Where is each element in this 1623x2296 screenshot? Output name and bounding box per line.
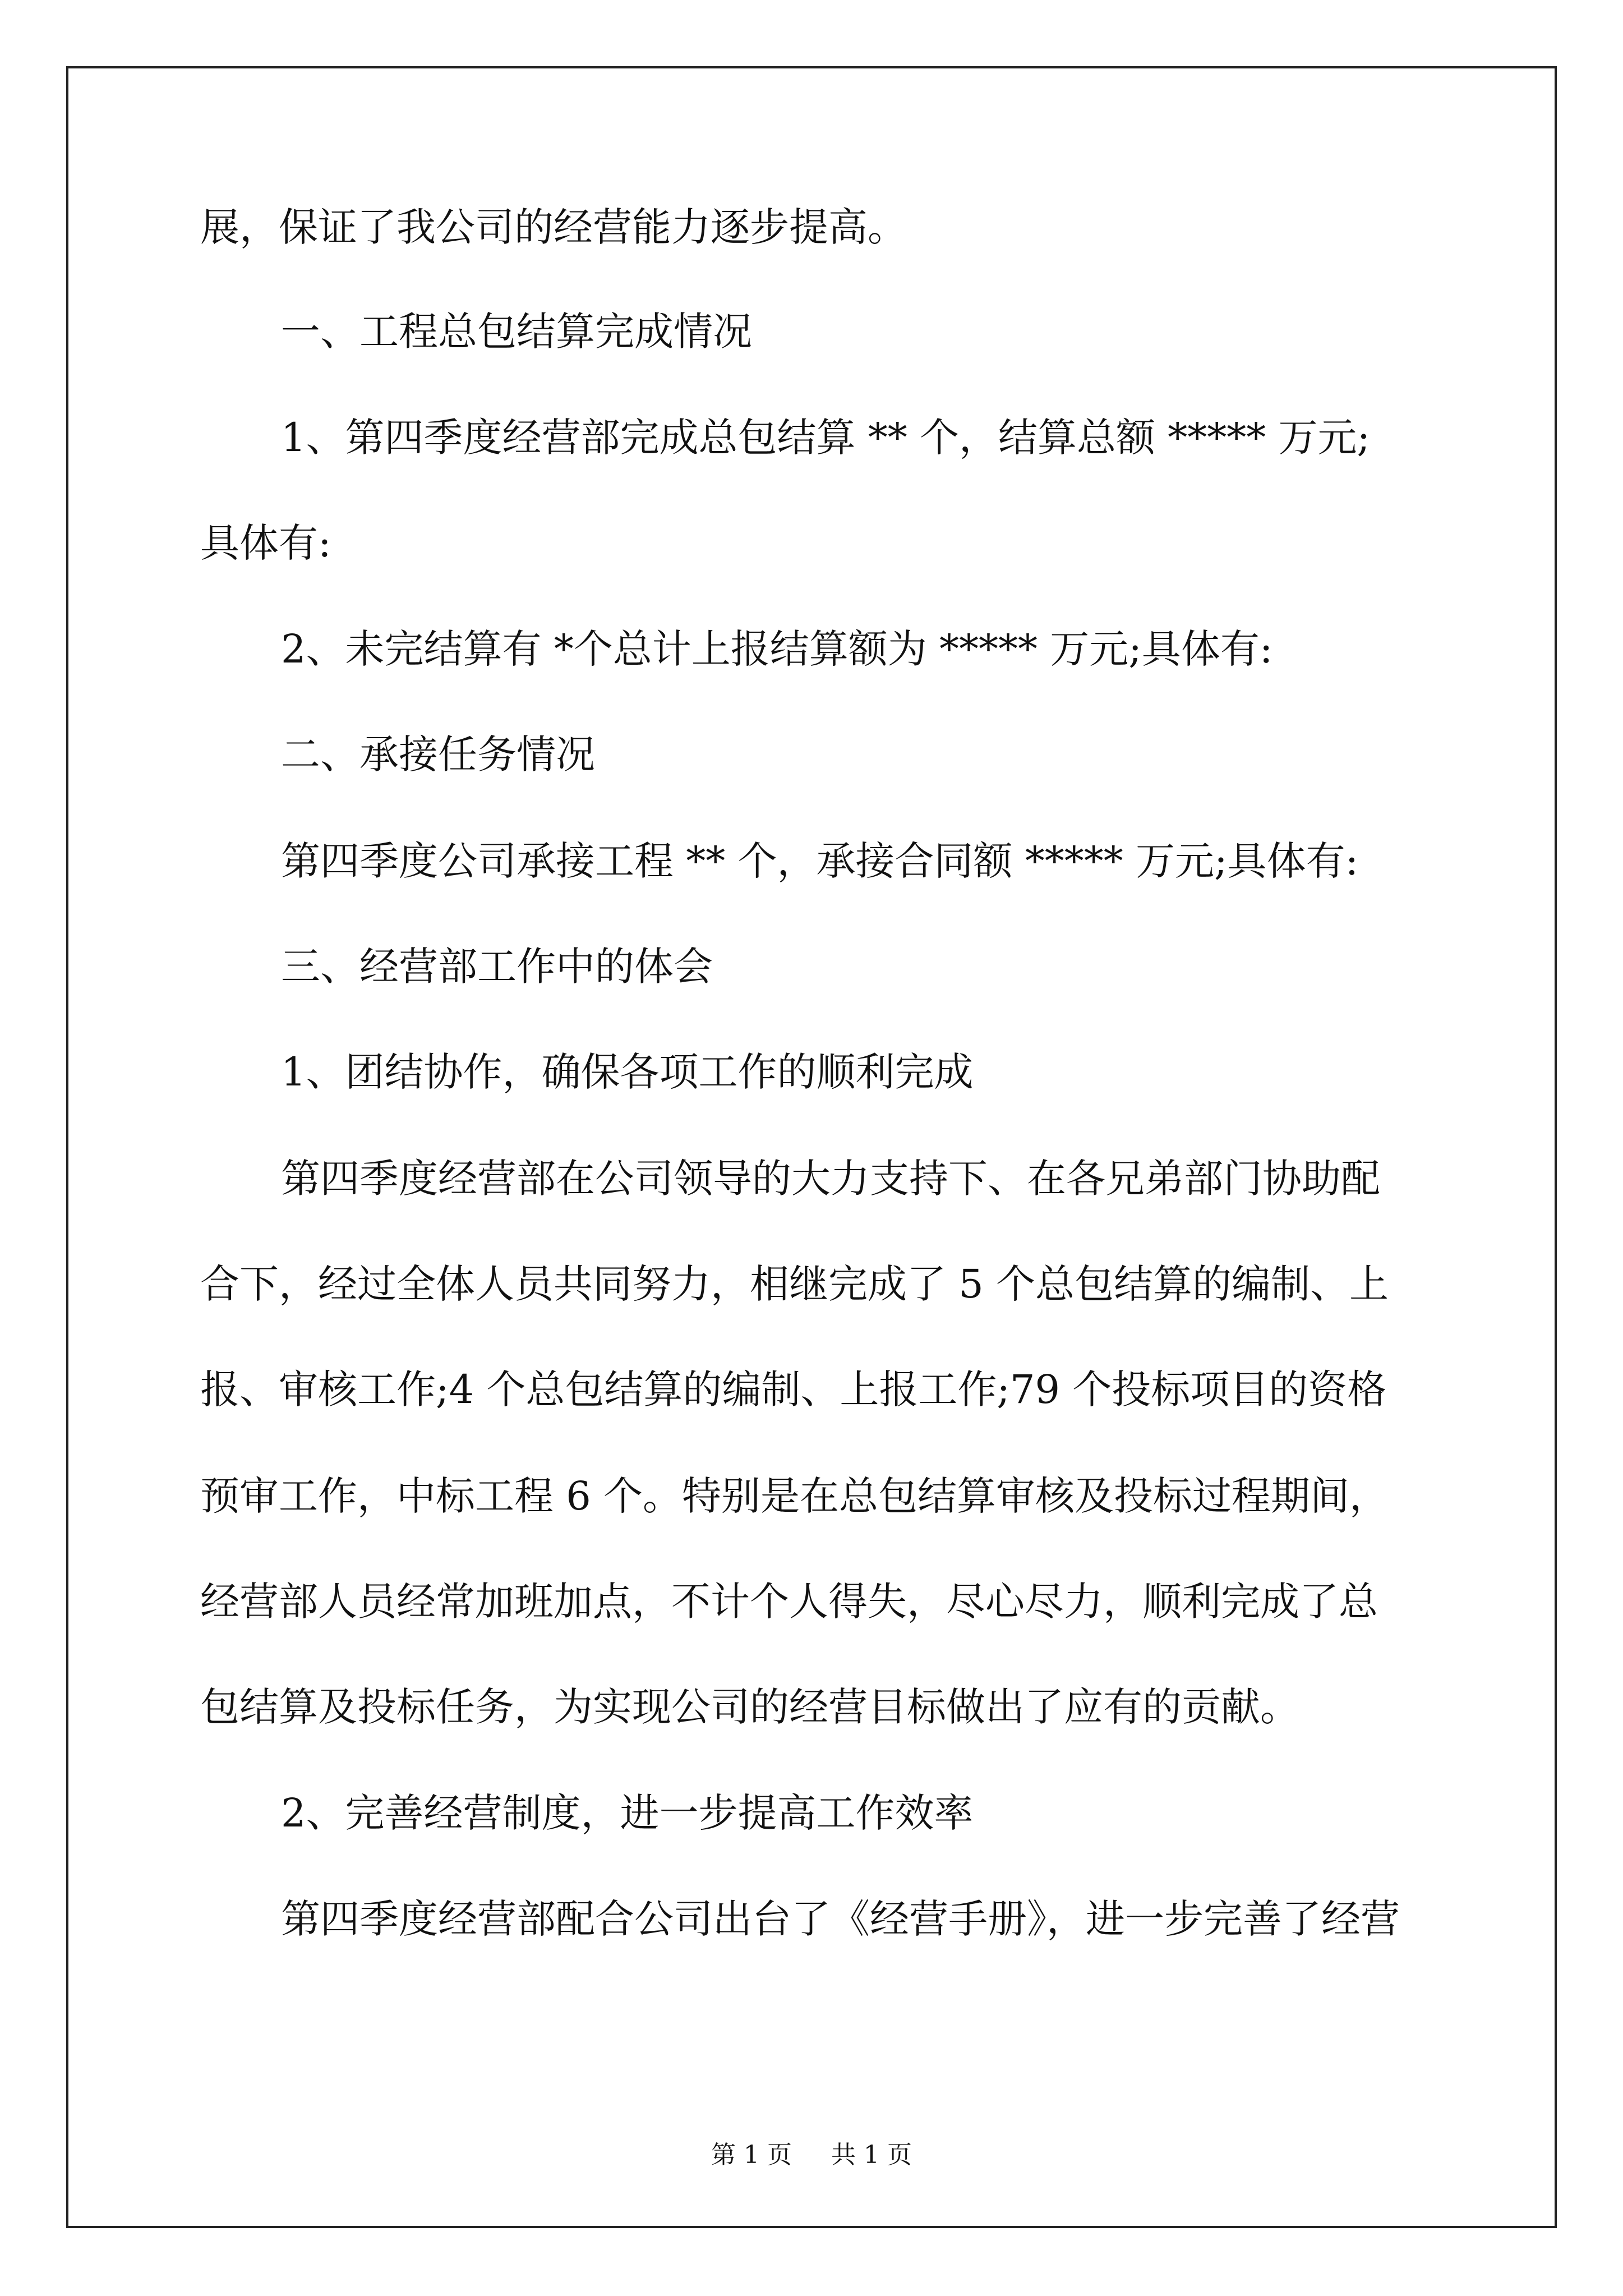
paragraph-line: 第四季度经营部配合公司出台了《经营手册》，进一步完善了经营: [281, 1896, 1400, 1942]
subsection-heading: 1、团结协作，确保各项工作的顺利完成: [281, 1049, 974, 1095]
subsection-heading: 2、完善经营制度，进一步提高工作效率: [281, 1790, 974, 1836]
paragraph-line: 具体有:: [200, 520, 331, 566]
paragraph-line: 包结算及投标任务，为实现公司的经营目标做出了应有的贡献。: [200, 1684, 1299, 1730]
section-heading: 三、经营部工作中的体会: [281, 944, 713, 990]
paragraph-line: 2、未完结算有 *个总计上报结算额为 ***** 万元;具体有:: [281, 626, 1273, 672]
paragraph-line: 报、审核工作;4 个总包结算的编制、上报工作;79 个投标项目的资格: [200, 1366, 1387, 1412]
paragraph-line: 第四季度公司承接工程 ** 个，承接合同额 ***** 万元;具体有:: [281, 838, 1359, 884]
paragraph-line: 1、第四季度经营部完成总包结算 ** 个，结算总额 ***** 万元;: [281, 415, 1371, 461]
section-heading: 一、工程总包结算完成情况: [281, 309, 752, 355]
paragraph-line: 经营部人员经常加班加点，不计个人得失，尽心尽力，顺利完成了总: [200, 1579, 1378, 1625]
section-heading: 二、承接任务情况: [281, 731, 595, 777]
page-count: 共 1 页: [831, 2141, 912, 2169]
paragraph-line: 第四季度经营部在公司领导的大力支持下、在各兄弟部门协助配: [281, 1156, 1380, 1202]
paragraph-line: 预审工作，中标工程 6 个。特别是在总包结算审核及投标过程期间，: [200, 1473, 1389, 1519]
paragraph-line: 展，保证了我公司的经营能力逐步提高。: [200, 204, 907, 250]
page-number: 第 1 页: [711, 2141, 792, 2169]
page-footer: [0, 2134, 1623, 2170]
paragraph-line: 合下，经过全体人员共同努力，相继完成了 5 个总包结算的编制、上: [200, 1261, 1389, 1307]
